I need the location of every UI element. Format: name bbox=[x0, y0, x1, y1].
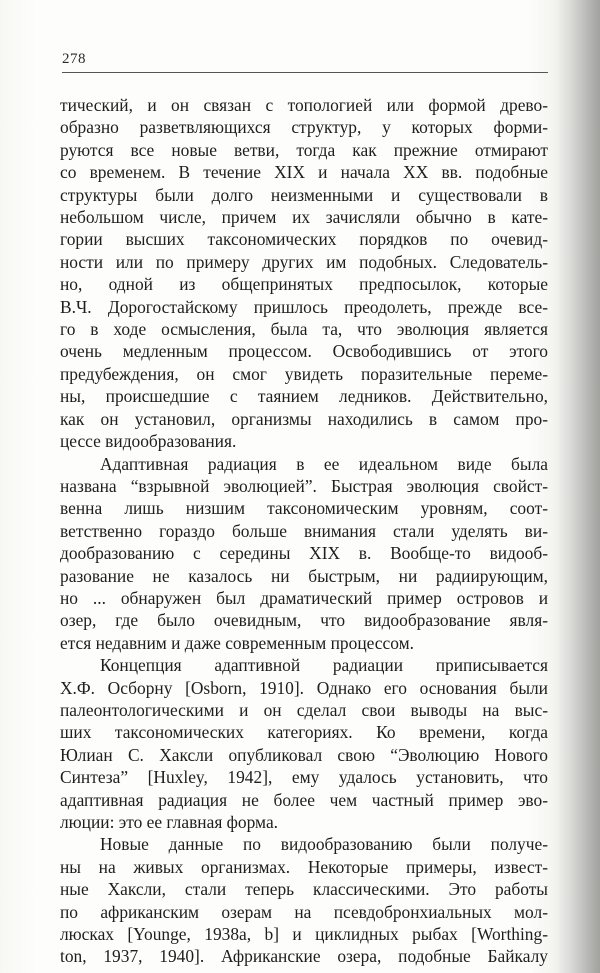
text-line: ные Хаксли, стали теперь классическими. Это работы bbox=[60, 879, 548, 900]
text-line: ется недавним и даже современным процессом. bbox=[60, 632, 414, 653]
text-line: Новые данные по видообразованию были получе- bbox=[100, 834, 548, 855]
text-line: палеонтологическими и он сделал свои выводы на выс- bbox=[60, 699, 548, 720]
text-line: го в ходе осмысления, была та, что эволюция является bbox=[60, 319, 548, 340]
text-line: разование не казалось ни быстрым, ни радиирующим, bbox=[60, 565, 548, 586]
text-line: Адаптивная радиация в ее идеальном виде была bbox=[100, 453, 548, 474]
paragraph bbox=[60, 833, 548, 967]
text-line: люсках [Younge, 1938a, b] и циклидных рыбах [Worthing- bbox=[60, 924, 548, 945]
text-line: со временем. В течение XIX и начала XX вв. подобные bbox=[60, 162, 548, 183]
text-line: Юлиан С. Хаксли опубликовал свою “Эволюцию Нового bbox=[60, 744, 548, 765]
text-line: Концепция адаптивной радиации приписывается bbox=[100, 655, 548, 676]
text-line: как он установил, организмы находились в самом про- bbox=[60, 408, 548, 429]
text-line: небольшом числе, причем их зачисляли обычно в кате- bbox=[60, 207, 548, 228]
text-line: цессе видообразования. bbox=[60, 431, 237, 452]
text-line: ности или по примеру других им подобных. Следователь- bbox=[60, 251, 548, 272]
text-line: тический, и он связан с топологией или формой древо- bbox=[60, 95, 548, 115]
text-line: руются все новые ветви, тогда как прежние отмирают bbox=[60, 139, 548, 160]
text-line: по африканским озерам на псевдобронхиальных мол- bbox=[60, 901, 548, 922]
text-line: Синтеза” [Huxley, 1942], ему удалось установить, что bbox=[60, 767, 548, 788]
paragraph bbox=[60, 654, 548, 833]
text-line: люции: это ее главная форма. bbox=[60, 812, 279, 832]
text-line: гории высших таксономических порядков по очевид- bbox=[60, 229, 548, 250]
paragraph bbox=[60, 453, 548, 655]
text-line: структуры были долго неизменными и существовали в bbox=[60, 184, 548, 205]
text-line: Х.Ф. Осборну [Osborn, 1910]. Однако его основания были bbox=[60, 677, 548, 698]
text-line: очень медленным процессом. Освободившись от этого bbox=[60, 341, 548, 362]
text-line: но ... обнаружен был драматический пример островов и bbox=[60, 587, 548, 608]
text-line: В.Ч. Дорогостайскому пришлось преодолеть, прежде все- bbox=[60, 296, 548, 317]
body-text bbox=[60, 94, 548, 968]
text-line: ветственно гораздо больше внимания стали уделять ви- bbox=[60, 520, 548, 541]
text-line: дообразованию с середины XIX в. Вообще-то видооб- bbox=[60, 543, 548, 564]
text-line: но, одной из общепринятых предпосылок, которые bbox=[60, 274, 548, 295]
text-line: ны на живых организмах. Некоторые примеры, извест- bbox=[60, 856, 548, 877]
text-line: предубеждения, он смог увидеть поразительные переме- bbox=[60, 363, 548, 384]
page-edge-shadow bbox=[552, 0, 600, 973]
text-line: адаптивная радиация не более чем частный пример эво- bbox=[60, 789, 548, 810]
text-line: озер, где было очевидным, что видообразование явля- bbox=[60, 610, 548, 631]
text-line: ших таксономических категориях. Ко времени, когда bbox=[60, 722, 548, 743]
text-line: ны, происшедшие с таянием ледников. Действительно, bbox=[60, 386, 548, 407]
text-line: образно разветвляющихся структур, у которых форми- bbox=[60, 117, 548, 138]
paragraph bbox=[60, 94, 548, 453]
text-line: названа “взрывной эволюцией”. Быстрая эволюция свойст- bbox=[60, 475, 548, 496]
text-line: венна лишь низшим таксономическим уровням, соот- bbox=[60, 498, 548, 519]
text-line: ton, 1937, 1940]. Африканские озера, подобные Байкалу bbox=[60, 946, 548, 967]
page-number: 278 bbox=[62, 51, 86, 67]
page-header bbox=[62, 50, 548, 73]
